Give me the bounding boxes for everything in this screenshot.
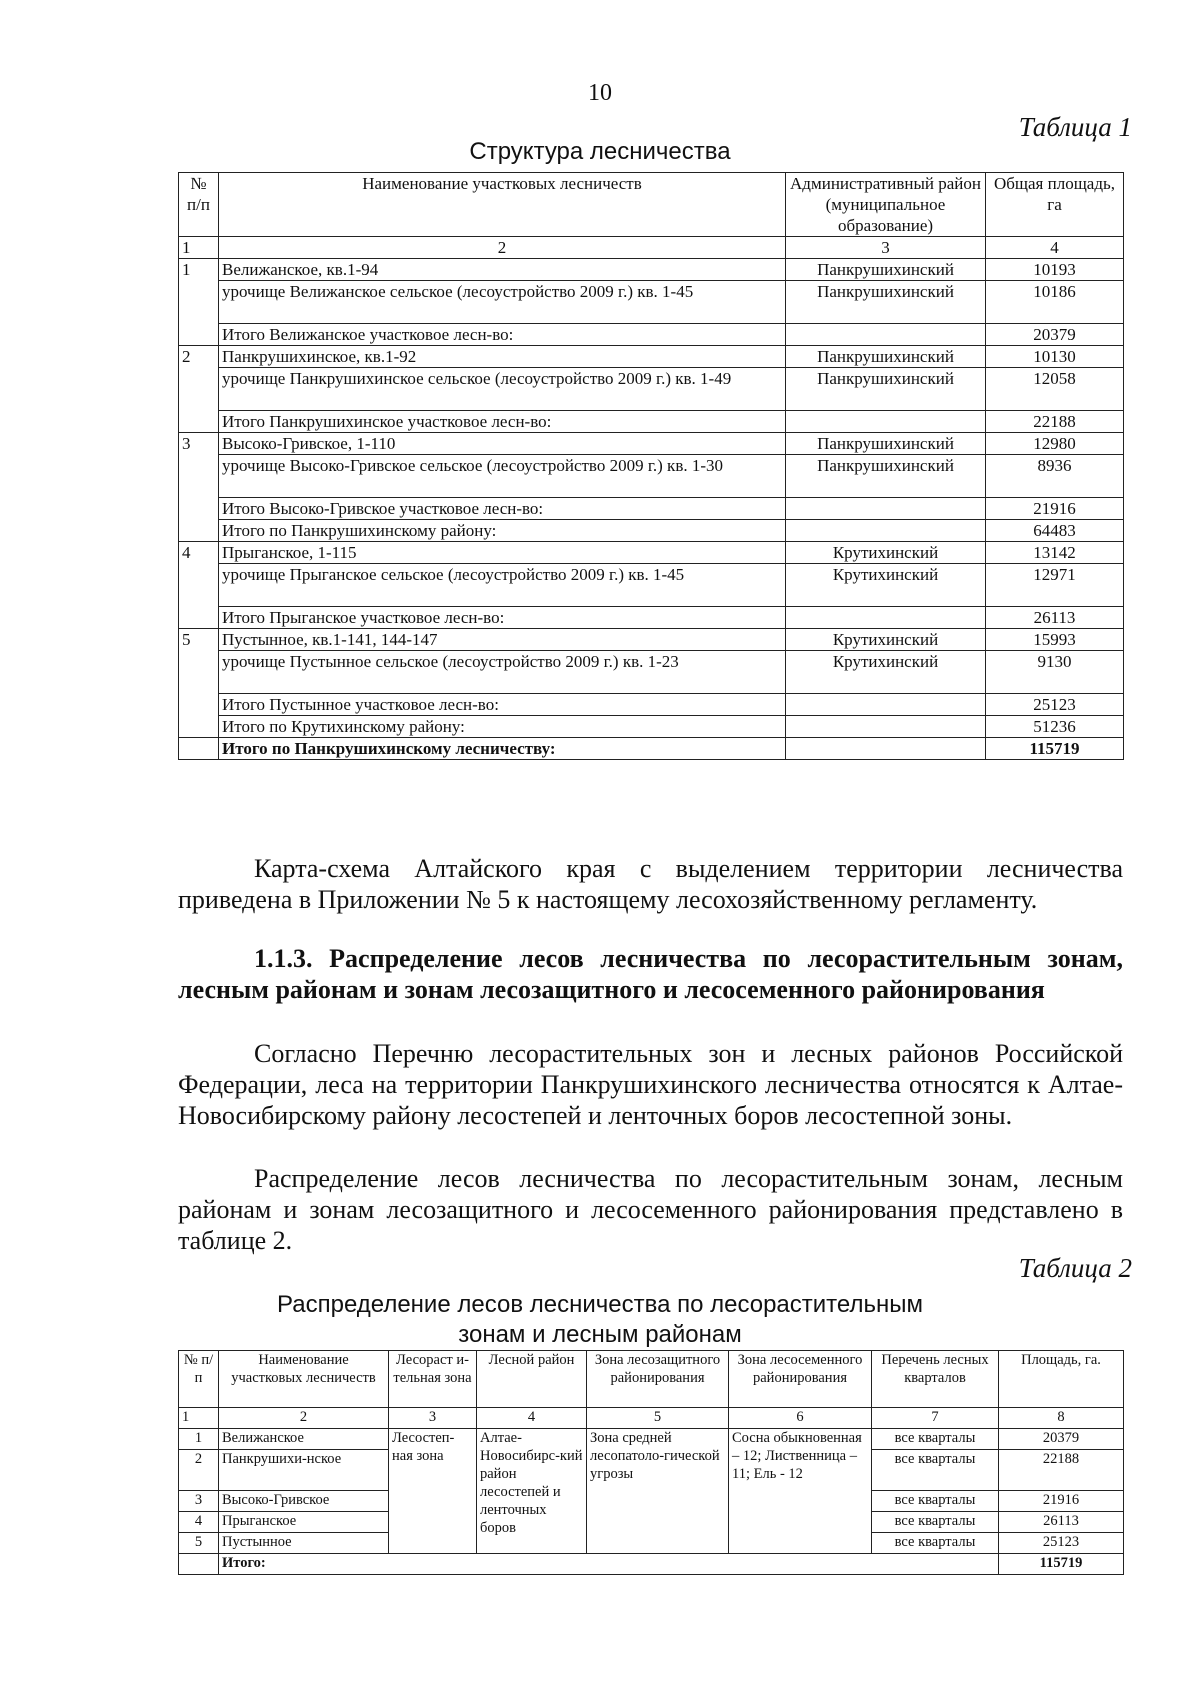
total-row bbox=[179, 1554, 1124, 1575]
district bbox=[786, 498, 986, 520]
column-number: 6 bbox=[729, 1408, 872, 1429]
forestry-name: Пустынное, кв.1-141, 144-147 bbox=[219, 629, 786, 651]
forestry-name: Прыганское bbox=[219, 1512, 389, 1533]
area: 26113 bbox=[999, 1512, 1124, 1533]
table-header-row bbox=[179, 173, 1124, 237]
area: 20379 bbox=[999, 1429, 1124, 1450]
forestry-name: Итого Панкрушихинское участковое лесн-во: bbox=[219, 411, 786, 433]
header-cell: Общая площадь, га bbox=[986, 173, 1124, 237]
header-cell: № п/п bbox=[179, 1351, 219, 1408]
district bbox=[786, 716, 986, 738]
forest-district: Алтае-Новосибирс-кий район лесостепей и ленточных боров bbox=[477, 1429, 587, 1554]
quarters: все кварталы bbox=[872, 1533, 999, 1554]
forestry-name: Итого Прыганское участковое лесн-во: bbox=[219, 607, 786, 629]
row-number: 2 bbox=[179, 346, 219, 433]
header-cell: Наименование участковых лесничеств bbox=[219, 173, 786, 237]
header-cell: Административный район (муниципальное образование) bbox=[786, 173, 986, 237]
total-label: Итого: bbox=[219, 1554, 999, 1575]
row-number: 4 bbox=[179, 1512, 219, 1533]
table1-caption: Структура лесничества bbox=[469, 138, 731, 165]
column-number: 4 bbox=[477, 1408, 587, 1429]
row-number: 1 bbox=[179, 1429, 219, 1450]
table-row bbox=[179, 542, 1124, 564]
area: 21916 bbox=[999, 1491, 1124, 1512]
header-cell: Зона лесосеменного районирования bbox=[729, 1351, 872, 1408]
forestry-name: Панкрушихинское, кв.1-92 bbox=[219, 346, 786, 368]
area: 10130 bbox=[986, 346, 1124, 368]
section-paragraph-2: Распределение лесов лесничества по лесорастительным зонам, лесным районам и зонам лесозащитного и лесосеменного районирования представлено в таблице 2. bbox=[178, 1164, 1123, 1255]
forestry-structure-table bbox=[178, 172, 1124, 760]
column-number: 3 bbox=[389, 1408, 477, 1429]
forestry-name: урочище Прыганское сельское (лесоустройство 2009 г.) кв. 1-45 bbox=[219, 564, 786, 607]
header-cell: Наименование участковых лесничеств bbox=[219, 1351, 389, 1408]
protection-zone: Зона средней лесопатоло-гической угрозы bbox=[587, 1429, 729, 1554]
table-row bbox=[179, 433, 1124, 455]
forestry-name: Пустынное bbox=[219, 1533, 389, 1554]
total-area: 115719 bbox=[999, 1554, 1124, 1575]
total-area: 115719 bbox=[986, 738, 1124, 760]
column-number: 5 bbox=[587, 1408, 729, 1429]
district bbox=[786, 520, 986, 542]
forestry-name: урочище Велижанское сельское (лесоустройство 2009 г.) кв. 1-45 bbox=[219, 281, 786, 324]
table1-label: Таблица 1 bbox=[1018, 112, 1132, 142]
seed-zone: Сосна обыкновенная – 12; Лиственница – 11; Ель - 12 bbox=[729, 1429, 872, 1554]
quarters: все кварталы bbox=[872, 1491, 999, 1512]
district: Крутихинский bbox=[786, 542, 986, 564]
column-number: 1 bbox=[179, 1408, 219, 1429]
district: Панкрушихинский bbox=[786, 346, 986, 368]
area: 51236 bbox=[986, 716, 1124, 738]
area: 21916 bbox=[986, 498, 1124, 520]
column-number-row bbox=[179, 237, 1124, 259]
area: 64483 bbox=[986, 520, 1124, 542]
row-number: 4 bbox=[179, 542, 219, 629]
area: 15993 bbox=[986, 629, 1124, 651]
forestry-name: Итого Велижанское участковое лесн-во: bbox=[219, 324, 786, 346]
row-number: 5 bbox=[179, 629, 219, 738]
header-cell: Лесораст и-тельная зона bbox=[389, 1351, 477, 1408]
area: 12971 bbox=[986, 564, 1124, 607]
area: 12058 bbox=[986, 368, 1124, 411]
empty-cell bbox=[786, 738, 986, 760]
header-cell: № п/п bbox=[179, 173, 219, 237]
quarters: все кварталы bbox=[872, 1512, 999, 1533]
table-row bbox=[179, 368, 1124, 411]
forestry-name: Высоко-Гривское, 1-110 bbox=[219, 433, 786, 455]
row-number: 3 bbox=[179, 1491, 219, 1512]
column-number: 8 bbox=[999, 1408, 1124, 1429]
forest-distribution-table bbox=[178, 1350, 1124, 1575]
row-number: 5 bbox=[179, 1533, 219, 1554]
vegetation-zone: Лесостеп-ная зона bbox=[389, 1429, 477, 1554]
header-cell: Перечень лесных кварталов bbox=[872, 1351, 999, 1408]
header-cell: Зона лесозащитного районирования bbox=[587, 1351, 729, 1408]
table-row bbox=[179, 455, 1124, 498]
district bbox=[786, 694, 986, 716]
area: 8936 bbox=[986, 455, 1124, 498]
column-number: 2 bbox=[219, 237, 786, 259]
area: 10193 bbox=[986, 259, 1124, 281]
column-number: 7 bbox=[872, 1408, 999, 1429]
forestry-name: Велижанское bbox=[219, 1429, 389, 1450]
district bbox=[786, 411, 986, 433]
area: 22188 bbox=[986, 411, 1124, 433]
area: 26113 bbox=[986, 607, 1124, 629]
row-number: 3 bbox=[179, 433, 219, 542]
table-row bbox=[179, 716, 1124, 738]
area: 25123 bbox=[986, 694, 1124, 716]
table-header-row bbox=[179, 1351, 1124, 1408]
table-row bbox=[179, 411, 1124, 433]
district: Панкрушихинский bbox=[786, 259, 986, 281]
district: Панкрушихинский bbox=[786, 368, 986, 411]
district bbox=[786, 324, 986, 346]
column-number: 1 bbox=[179, 237, 219, 259]
table-row bbox=[179, 324, 1124, 346]
table-row bbox=[179, 694, 1124, 716]
header-cell: Лесной район bbox=[477, 1351, 587, 1408]
forestry-name: Высоко-Гривское bbox=[219, 1491, 389, 1512]
table-row bbox=[179, 1429, 1124, 1450]
column-number: 4 bbox=[986, 237, 1124, 259]
district bbox=[786, 607, 986, 629]
table-row bbox=[179, 346, 1124, 368]
district: Крутихинский bbox=[786, 564, 986, 607]
section-paragraph-1: Согласно Перечню лесорастительных зон и лесных районов Российской Федерации, леса на территории Панкрушихинского лесничества относятся к Алтае-Новосибирскому району лесостепей и ленточных боров лесостепной зоны. bbox=[178, 1039, 1123, 1130]
total-row bbox=[179, 738, 1124, 760]
table2-label: Таблица 2 bbox=[1018, 1253, 1132, 1283]
forestry-name: урочище Пустынное сельское (лесоустройство 2009 г.) кв. 1-23 bbox=[219, 651, 786, 694]
quarters: все кварталы bbox=[872, 1429, 999, 1450]
table-row bbox=[179, 629, 1124, 651]
area: 12980 bbox=[986, 433, 1124, 455]
quarters: все кварталы bbox=[872, 1450, 999, 1491]
page-number: 10 bbox=[588, 80, 612, 106]
area: 25123 bbox=[999, 1533, 1124, 1554]
area: 9130 bbox=[986, 651, 1124, 694]
district: Панкрушихинский bbox=[786, 281, 986, 324]
column-number-row bbox=[179, 1408, 1124, 1429]
forestry-name: Итого по Крутихинскому району: bbox=[219, 716, 786, 738]
forestry-name: Итого Пустынное участковое лесн-во: bbox=[219, 694, 786, 716]
table-row bbox=[179, 259, 1124, 281]
forestry-name: Панкрушихи-нское bbox=[219, 1450, 389, 1491]
total-label: Итого по Панкрушихинскому лесничеству: bbox=[219, 738, 786, 760]
forestry-name: урочище Высоко-Гривское сельское (лесоустройство 2009 г.) кв. 1-30 bbox=[219, 455, 786, 498]
district: Крутихинский bbox=[786, 651, 986, 694]
header-cell: Площадь, га. bbox=[999, 1351, 1124, 1408]
row-number: 1 bbox=[179, 259, 219, 346]
section-heading: 1.1.3. Распределение лесов лесничества по лесорастительным зонам, лесным районам и зонам лесозащитного и лесосеменного районирования bbox=[178, 944, 1123, 1004]
district: Панкрушихинский bbox=[786, 455, 986, 498]
table-row bbox=[179, 564, 1124, 607]
table-row bbox=[179, 651, 1124, 694]
area: 13142 bbox=[986, 542, 1124, 564]
empty-cell bbox=[179, 1554, 219, 1575]
table2-caption: Распределение лесов лесничества по лесорастительным зонам и лесным районам bbox=[277, 1291, 923, 1348]
district: Крутихинский bbox=[786, 629, 986, 651]
table-row bbox=[179, 498, 1124, 520]
forestry-name: Прыганское, 1-115 bbox=[219, 542, 786, 564]
forestry-name: урочище Панкрушихинское сельское (лесоустройство 2009 г.) кв. 1-49 bbox=[219, 368, 786, 411]
table-row bbox=[179, 607, 1124, 629]
column-number: 3 bbox=[786, 237, 986, 259]
row-number: 2 bbox=[179, 1450, 219, 1491]
map-paragraph: Карта-схема Алтайского края с выделением территории лесничества приведена в Приложении № 5 к настоящему лесохозяйственному регламенту. bbox=[178, 854, 1123, 914]
column-number: 2 bbox=[219, 1408, 389, 1429]
area: 10186 bbox=[986, 281, 1124, 324]
forestry-name: Итого Высоко-Гривское участковое лесн-во: bbox=[219, 498, 786, 520]
forestry-name: Итого по Панкрушихинскому району: bbox=[219, 520, 786, 542]
area: 22188 bbox=[999, 1450, 1124, 1491]
district: Панкрушихинский bbox=[786, 433, 986, 455]
table-row bbox=[179, 520, 1124, 542]
area: 20379 bbox=[986, 324, 1124, 346]
empty-cell bbox=[179, 738, 219, 760]
table-row bbox=[179, 281, 1124, 324]
forestry-name: Велижанское, кв.1-94 bbox=[219, 259, 786, 281]
